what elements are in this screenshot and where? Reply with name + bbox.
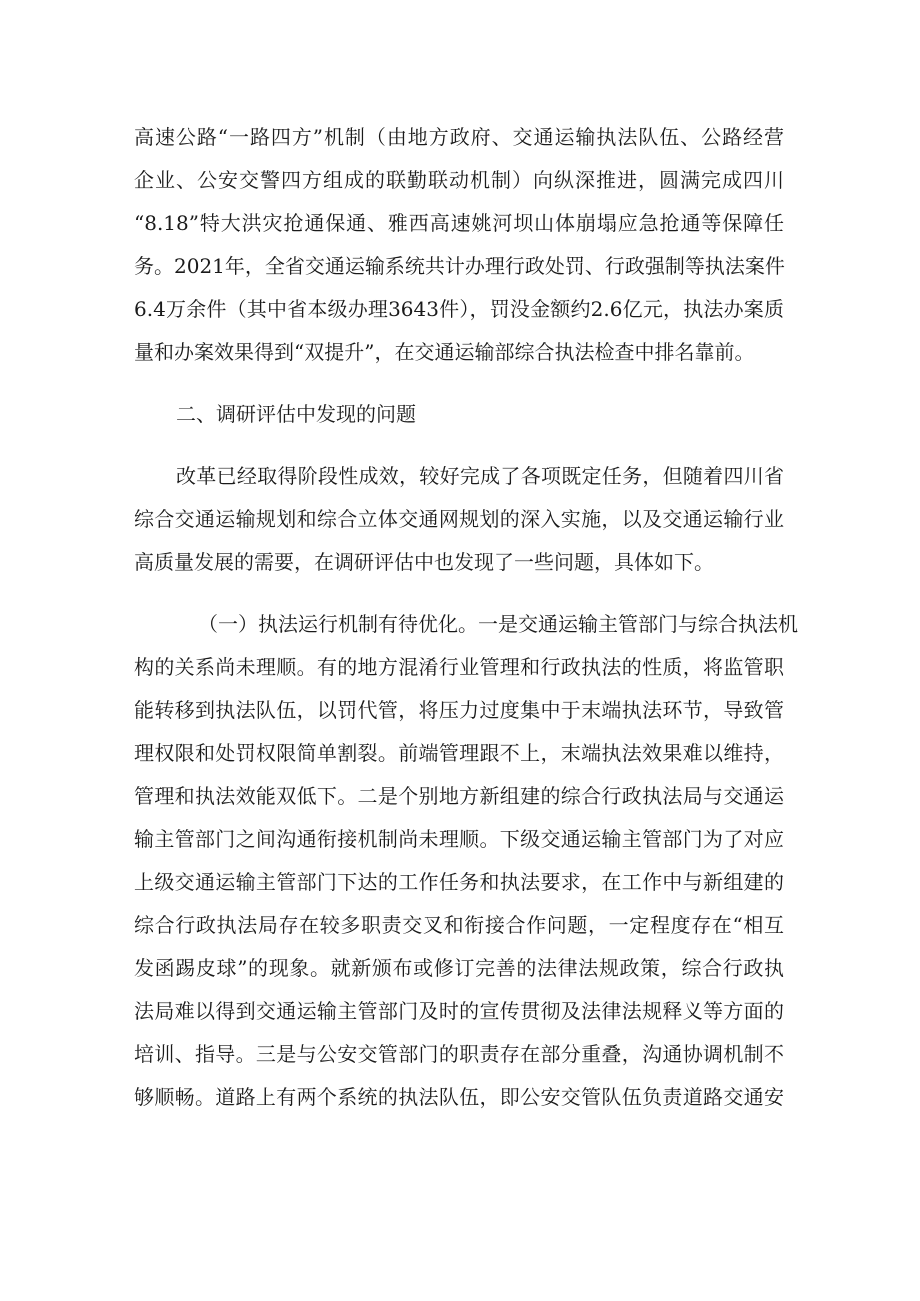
text-line: 够顺畅。道路上有两个系统的执法队伍，即公安交管队伍负责道路交通安 <box>134 1085 784 1109</box>
text-line: 发函踢皮球”的现象。就新颁布或修订完善的法律法规政策，综合行政执 <box>134 956 784 980</box>
paragraph-achievements <box>134 116 784 374</box>
text-line: （一）执法运行机制有待优化。一是交通运输主管部门与综合执法机 <box>198 612 798 636</box>
text-line: 培训、指导。三是与公安交管部门的职责存在部分重叠，沟通协调机制不 <box>134 1042 784 1066</box>
text-line: 上级交通运输主管部门下达的工作任务和执法要求，在工作中与新组建的 <box>134 870 784 894</box>
text-line: 企业、公安交警四方组成的联勤联动机制）向纵深推进，圆满完成四川 <box>134 168 784 192</box>
text-line: 高速公路“一路四方”机制（由地方政府、交通运输执法队伍、公路经营 <box>134 125 784 149</box>
text-line: 法局难以得到交通运输主管部门及时的宣传贯彻及法律法规释义等方面的 <box>134 999 784 1023</box>
text-line: 构的关系尚未理顺。有的地方混淆行业管理和行政执法的性质，将监管职 <box>134 655 784 679</box>
text-line: 管理和执法效能双低下。二是个别地方新组建的综合行政执法局与交通运 <box>134 784 784 808</box>
text-line: 6.4万余件（其中省本级办理3643件），罚没金额约2.6亿元，执法办案质 <box>134 297 784 321</box>
text-line: 综合行政执法局存在较多职责交叉和衔接合作问题，一定程度存在“相互 <box>134 913 784 937</box>
text-line: 能转移到执法队伍，以罚代管，将压力过度集中于末端执法环节，导致管 <box>134 698 784 722</box>
text-line: 综合交通运输规划和综合立体交通网规划的深入实施，以及交通运输行业 <box>134 507 784 531</box>
text-line: “8.18”特大洪灾抢通保通、雅西高速姚河坝山体崩塌应急抢通等保障任 <box>134 211 784 235</box>
text-line: 高质量发展的需要，在调研评估中也发现了一些问题，具体如下。 <box>134 550 714 574</box>
text-line: 量和办案效果得到“双提升”，在交通运输部综合执法检查中排名靠前。 <box>134 340 755 364</box>
text-line: 务。2021年，全省交通运输系统共计办理行政处罚、行政强制等执法案件 <box>134 254 785 278</box>
document-body <box>134 116 798 1119</box>
text-line: 理权限和处罚权限简单割裂。前端管理跟不上，末端执法效果难以维持， <box>134 741 784 765</box>
text-line: 输主管部门之间沟通衔接机制尚未理顺。下级交通运输主管部门为了对应 <box>134 827 784 851</box>
paragraph-mechanism <box>134 603 798 1119</box>
paragraph-intro <box>134 455 784 584</box>
section-heading: 二、调研评估中发现的问题 <box>176 402 416 426</box>
text-line: 改革已经取得阶段性成效，较好完成了各项既定任务，但随着四川省 <box>176 464 784 488</box>
